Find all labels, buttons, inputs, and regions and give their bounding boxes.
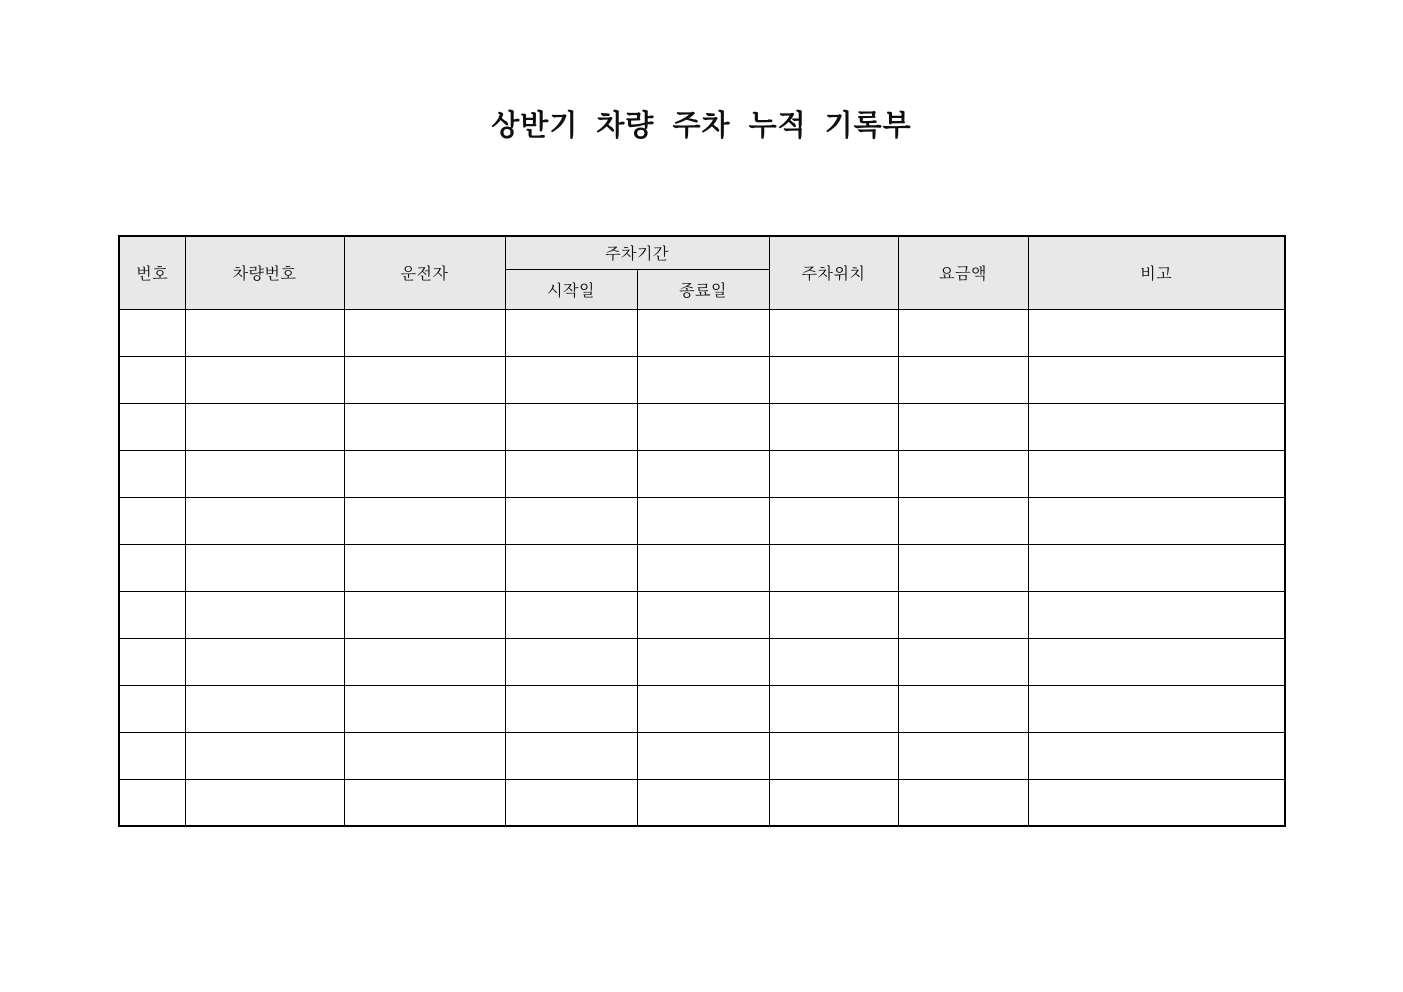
empty-cell: [1028, 356, 1285, 403]
table-row: [119, 591, 1285, 638]
empty-cell: [505, 309, 637, 356]
empty-cell: [898, 779, 1028, 826]
empty-cell: [898, 356, 1028, 403]
empty-cell: [185, 779, 344, 826]
header-parking-period: 주차기간: [505, 236, 769, 269]
table-row: [119, 450, 1285, 497]
empty-cell: [769, 544, 898, 591]
empty-cell: [505, 544, 637, 591]
empty-cell: [185, 309, 344, 356]
empty-cell: [769, 356, 898, 403]
empty-cell: [185, 450, 344, 497]
empty-cell: [769, 779, 898, 826]
empty-cell: [119, 309, 185, 356]
empty-cell: [119, 544, 185, 591]
header-fee: 요금액: [898, 236, 1028, 309]
empty-cell: [769, 591, 898, 638]
empty-cell: [505, 591, 637, 638]
empty-cell: [769, 638, 898, 685]
header-vehicle-no: 차량번호: [185, 236, 344, 309]
header-start-date: 시작일: [505, 269, 637, 309]
empty-cell: [1028, 732, 1285, 779]
empty-cell: [637, 309, 769, 356]
empty-cell: [1028, 685, 1285, 732]
empty-cell: [637, 450, 769, 497]
empty-cell: [898, 685, 1028, 732]
empty-cell: [344, 309, 505, 356]
empty-cell: [637, 403, 769, 450]
table-row: [119, 779, 1285, 826]
empty-cell: [119, 732, 185, 779]
table-row: [119, 544, 1285, 591]
empty-cell: [344, 591, 505, 638]
empty-cell: [185, 638, 344, 685]
empty-cell: [769, 309, 898, 356]
empty-cell: [1028, 638, 1285, 685]
parking-record-table: [118, 235, 1286, 827]
empty-cell: [1028, 403, 1285, 450]
empty-cell: [344, 779, 505, 826]
empty-cell: [769, 685, 898, 732]
table-row: [119, 685, 1285, 732]
empty-cell: [1028, 497, 1285, 544]
page-title: 상반기 차량 주차 누적 기록부: [491, 110, 912, 142]
empty-cell: [505, 732, 637, 779]
empty-cell: [505, 685, 637, 732]
empty-cell: [119, 403, 185, 450]
table-row: [119, 497, 1285, 544]
empty-cell: [898, 450, 1028, 497]
empty-cell: [119, 638, 185, 685]
empty-cell: [898, 638, 1028, 685]
empty-cell: [119, 497, 185, 544]
empty-cell: [344, 732, 505, 779]
empty-cell: [185, 403, 344, 450]
empty-cell: [344, 450, 505, 497]
table-body: [119, 309, 1285, 826]
header-end-date: 종료일: [637, 269, 769, 309]
header-remarks: 비고: [1028, 236, 1285, 309]
empty-cell: [769, 497, 898, 544]
empty-cell: [505, 450, 637, 497]
empty-cell: [637, 732, 769, 779]
empty-cell: [344, 638, 505, 685]
table-header: [119, 236, 1285, 309]
empty-cell: [637, 685, 769, 732]
empty-cell: [505, 779, 637, 826]
empty-cell: [119, 685, 185, 732]
table-row: [119, 638, 1285, 685]
empty-cell: [344, 356, 505, 403]
empty-cell: [344, 685, 505, 732]
empty-cell: [119, 356, 185, 403]
empty-cell: [898, 732, 1028, 779]
empty-cell: [898, 403, 1028, 450]
empty-cell: [769, 450, 898, 497]
empty-cell: [185, 685, 344, 732]
empty-cell: [637, 356, 769, 403]
empty-cell: [898, 497, 1028, 544]
empty-cell: [505, 497, 637, 544]
empty-cell: [637, 638, 769, 685]
empty-cell: [119, 779, 185, 826]
table-row: [119, 403, 1285, 450]
empty-cell: [505, 638, 637, 685]
table-row: [119, 309, 1285, 356]
empty-cell: [119, 450, 185, 497]
empty-cell: [344, 497, 505, 544]
empty-cell: [898, 591, 1028, 638]
empty-cell: [637, 544, 769, 591]
empty-cell: [1028, 309, 1285, 356]
header-no: 번호: [119, 236, 185, 309]
table-row: [119, 356, 1285, 403]
empty-cell: [898, 309, 1028, 356]
empty-cell: [1028, 779, 1285, 826]
empty-cell: [344, 403, 505, 450]
empty-cell: [185, 544, 344, 591]
empty-cell: [185, 356, 344, 403]
table-row: [119, 732, 1285, 779]
header-location: 주차위치: [769, 236, 898, 309]
empty-cell: [1028, 544, 1285, 591]
empty-cell: [637, 497, 769, 544]
empty-cell: [1028, 591, 1285, 638]
empty-cell: [769, 403, 898, 450]
empty-cell: [898, 544, 1028, 591]
empty-cell: [344, 544, 505, 591]
empty-cell: [119, 591, 185, 638]
empty-cell: [185, 497, 344, 544]
header-driver: 운전자: [344, 236, 505, 309]
empty-cell: [1028, 450, 1285, 497]
empty-cell: [637, 779, 769, 826]
empty-cell: [505, 356, 637, 403]
empty-cell: [769, 732, 898, 779]
empty-cell: [185, 732, 344, 779]
empty-cell: [185, 591, 344, 638]
empty-cell: [505, 403, 637, 450]
empty-cell: [637, 591, 769, 638]
